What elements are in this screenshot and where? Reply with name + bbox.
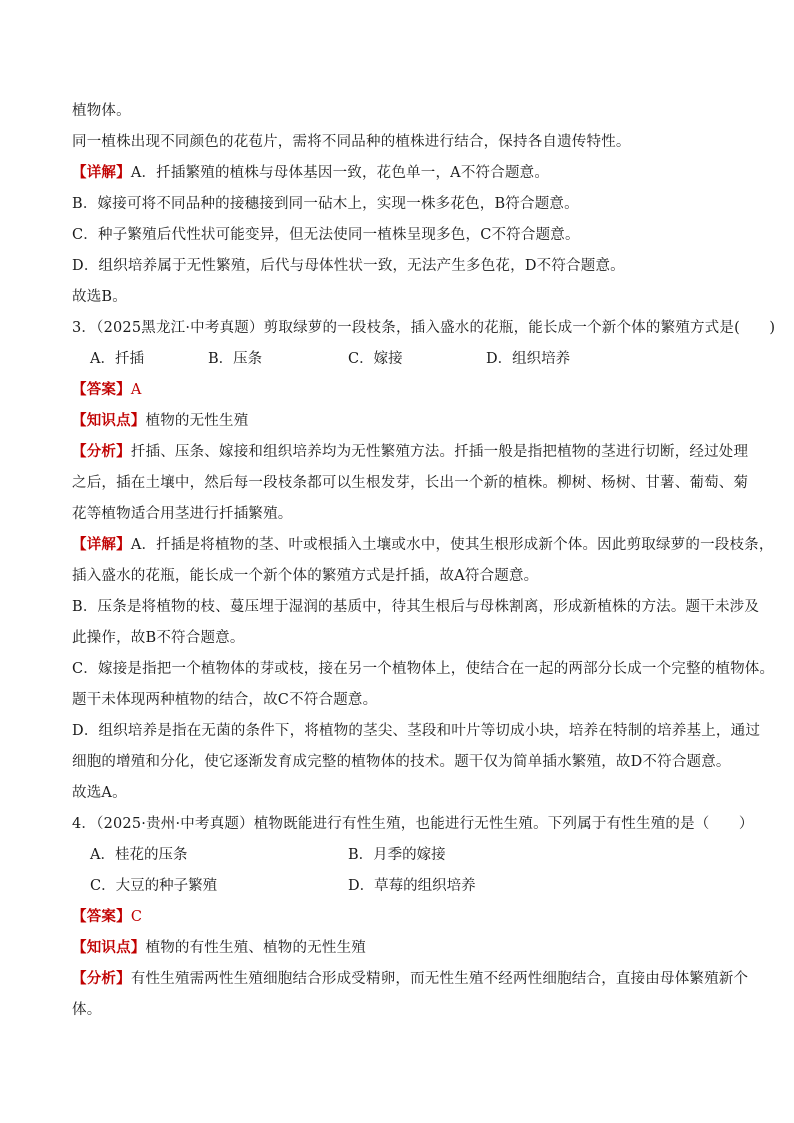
text-line: B．嫁接可将不同品种的接穗接到同一砧木上，实现一株多花色，B符合题意。 — [72, 196, 579, 212]
q3-detail-line: 细胞的增殖和分化，使它逐渐发育成完整的植物体的技术。题干仅为简单插水繁殖，故D不符合题意。 — [72, 754, 731, 770]
answer-tag: 【答案】 — [72, 381, 131, 398]
analysis-tag: 【分析】 — [72, 443, 131, 460]
text-line: D．组织培养属于无性繁殖，后代与母体性状一致，无法产生多色花，D不符合题意。 — [72, 258, 625, 274]
question-3-stem: 3．（2025黑龙江·中考真题）剪取绿萝的一段枝条，插入盛水的花瓶，能长成一个新个体的繁殖方式是( ) — [72, 320, 776, 336]
knowledge-text: 植物的有性生殖、植物的无性生殖 — [145, 940, 366, 956]
q3-detail-line: D．组织培养是指在无菌的条件下，将植物的茎尖、茎段和叶片等切成小块，培养在特制的培养基上，通过 — [72, 723, 761, 739]
q4-option-d: D．草莓的组织培养 — [348, 878, 476, 894]
q3-option-c: C．嫁接 — [348, 351, 403, 367]
q3-conclusion: 故选A。 — [72, 785, 127, 801]
q3-detail-line — [72, 535, 774, 555]
answer-tag: 【答案】 — [72, 908, 131, 925]
q3-analysis-line — [72, 442, 749, 462]
text-line: C．种子繁殖后代性状可能变异，但无法使同一植株呈现多色，C不符合题意。 — [72, 227, 580, 243]
q3-answer-line — [72, 380, 732, 400]
analysis-text: 扦插、压条、嫁接和组织培养均为无性繁殖方法。扦插一般是指把植物的茎进行切断，经过处理 — [130, 444, 749, 460]
q3-option-a: A．扦插 — [90, 351, 144, 367]
q3-detail-line: 题干未体现两种植物的结合，故C不符合题意。 — [72, 692, 378, 708]
q3-analysis-line: 花等植物适合用茎进行扦插繁殖。 — [72, 506, 293, 522]
detail-line — [72, 163, 732, 183]
q3-detail-line: 此操作，故B不符合题意。 — [72, 630, 245, 646]
q4-option-a: A．桂花的压条 — [90, 847, 188, 863]
q4-option-b: B．月季的嫁接 — [348, 847, 446, 863]
knowledge-text: 植物的无性生殖 — [145, 413, 249, 429]
knowledge-tag: 【知识点】 — [72, 412, 146, 429]
q4-option-c: C．大豆的种子繁殖 — [90, 878, 218, 894]
q3-detail-line: 插入盛水的花瓶，能长成一个新个体的繁殖方式是扦插，故A符合题意。 — [72, 568, 539, 584]
detail-text: A．扦插是将植物的茎、叶或根插入土壤或水中，使其生根形成新个体。因此剪取绿萝的一段枝条， — [130, 537, 774, 553]
detail-tag: 【详解】 — [72, 164, 131, 181]
text-line: 植物体。 — [72, 103, 131, 119]
q3-detail-line: B．压条是将植物的枝、蔓压埋于湿润的基质中，待其生根后与母株割离，形成新植株的方法。题干未涉及 — [72, 599, 760, 615]
answer-value: C — [130, 909, 143, 925]
detail-tag: 【详解】 — [72, 536, 131, 553]
question-4-stem: 4．（2025·贵州·中考真题）植物既能进行有性生殖，也能进行无性生殖。下列属于有性生殖的是（ ） — [72, 816, 754, 832]
q3-option-b: B．压条 — [208, 351, 263, 367]
analysis-text: 有性生殖需两性生殖细胞结合形成受精卵，而无性生殖不经两性细胞结合，直接由母体繁殖新个 — [130, 971, 749, 987]
q4-analysis-line: 体。 — [72, 1002, 102, 1018]
conclusion-line: 故选B。 — [72, 289, 127, 305]
q3-option-d: D．组织培养 — [486, 351, 571, 367]
text-line: 同一植株出现不同颜色的花苞片，需将不同品种的植株进行结合，保持各自遗传特性。 — [72, 134, 631, 150]
q3-knowledge-line — [72, 411, 732, 431]
q4-answer-line — [72, 907, 732, 927]
q4-analysis-line — [72, 969, 749, 989]
knowledge-tag: 【知识点】 — [72, 939, 146, 956]
q3-detail-line: C．嫁接是指把一个植物体的芽或枝，接在另一个植物体上，使结合在一起的两部分长成一个完整的植物体。 — [72, 661, 775, 677]
analysis-tag: 【分析】 — [72, 970, 131, 987]
q4-knowledge-line — [72, 938, 732, 958]
q3-analysis-line: 之后，插在土壤中，然后每一段枝条都可以生根发芽，长出一个新的植株。柳树、杨树、甘薯、葡萄、菊 — [72, 475, 749, 491]
answer-value: A — [130, 382, 142, 398]
detail-text: A．扦插繁殖的植株与母体基因一致，花色单一，A不符合题意。 — [130, 165, 550, 181]
